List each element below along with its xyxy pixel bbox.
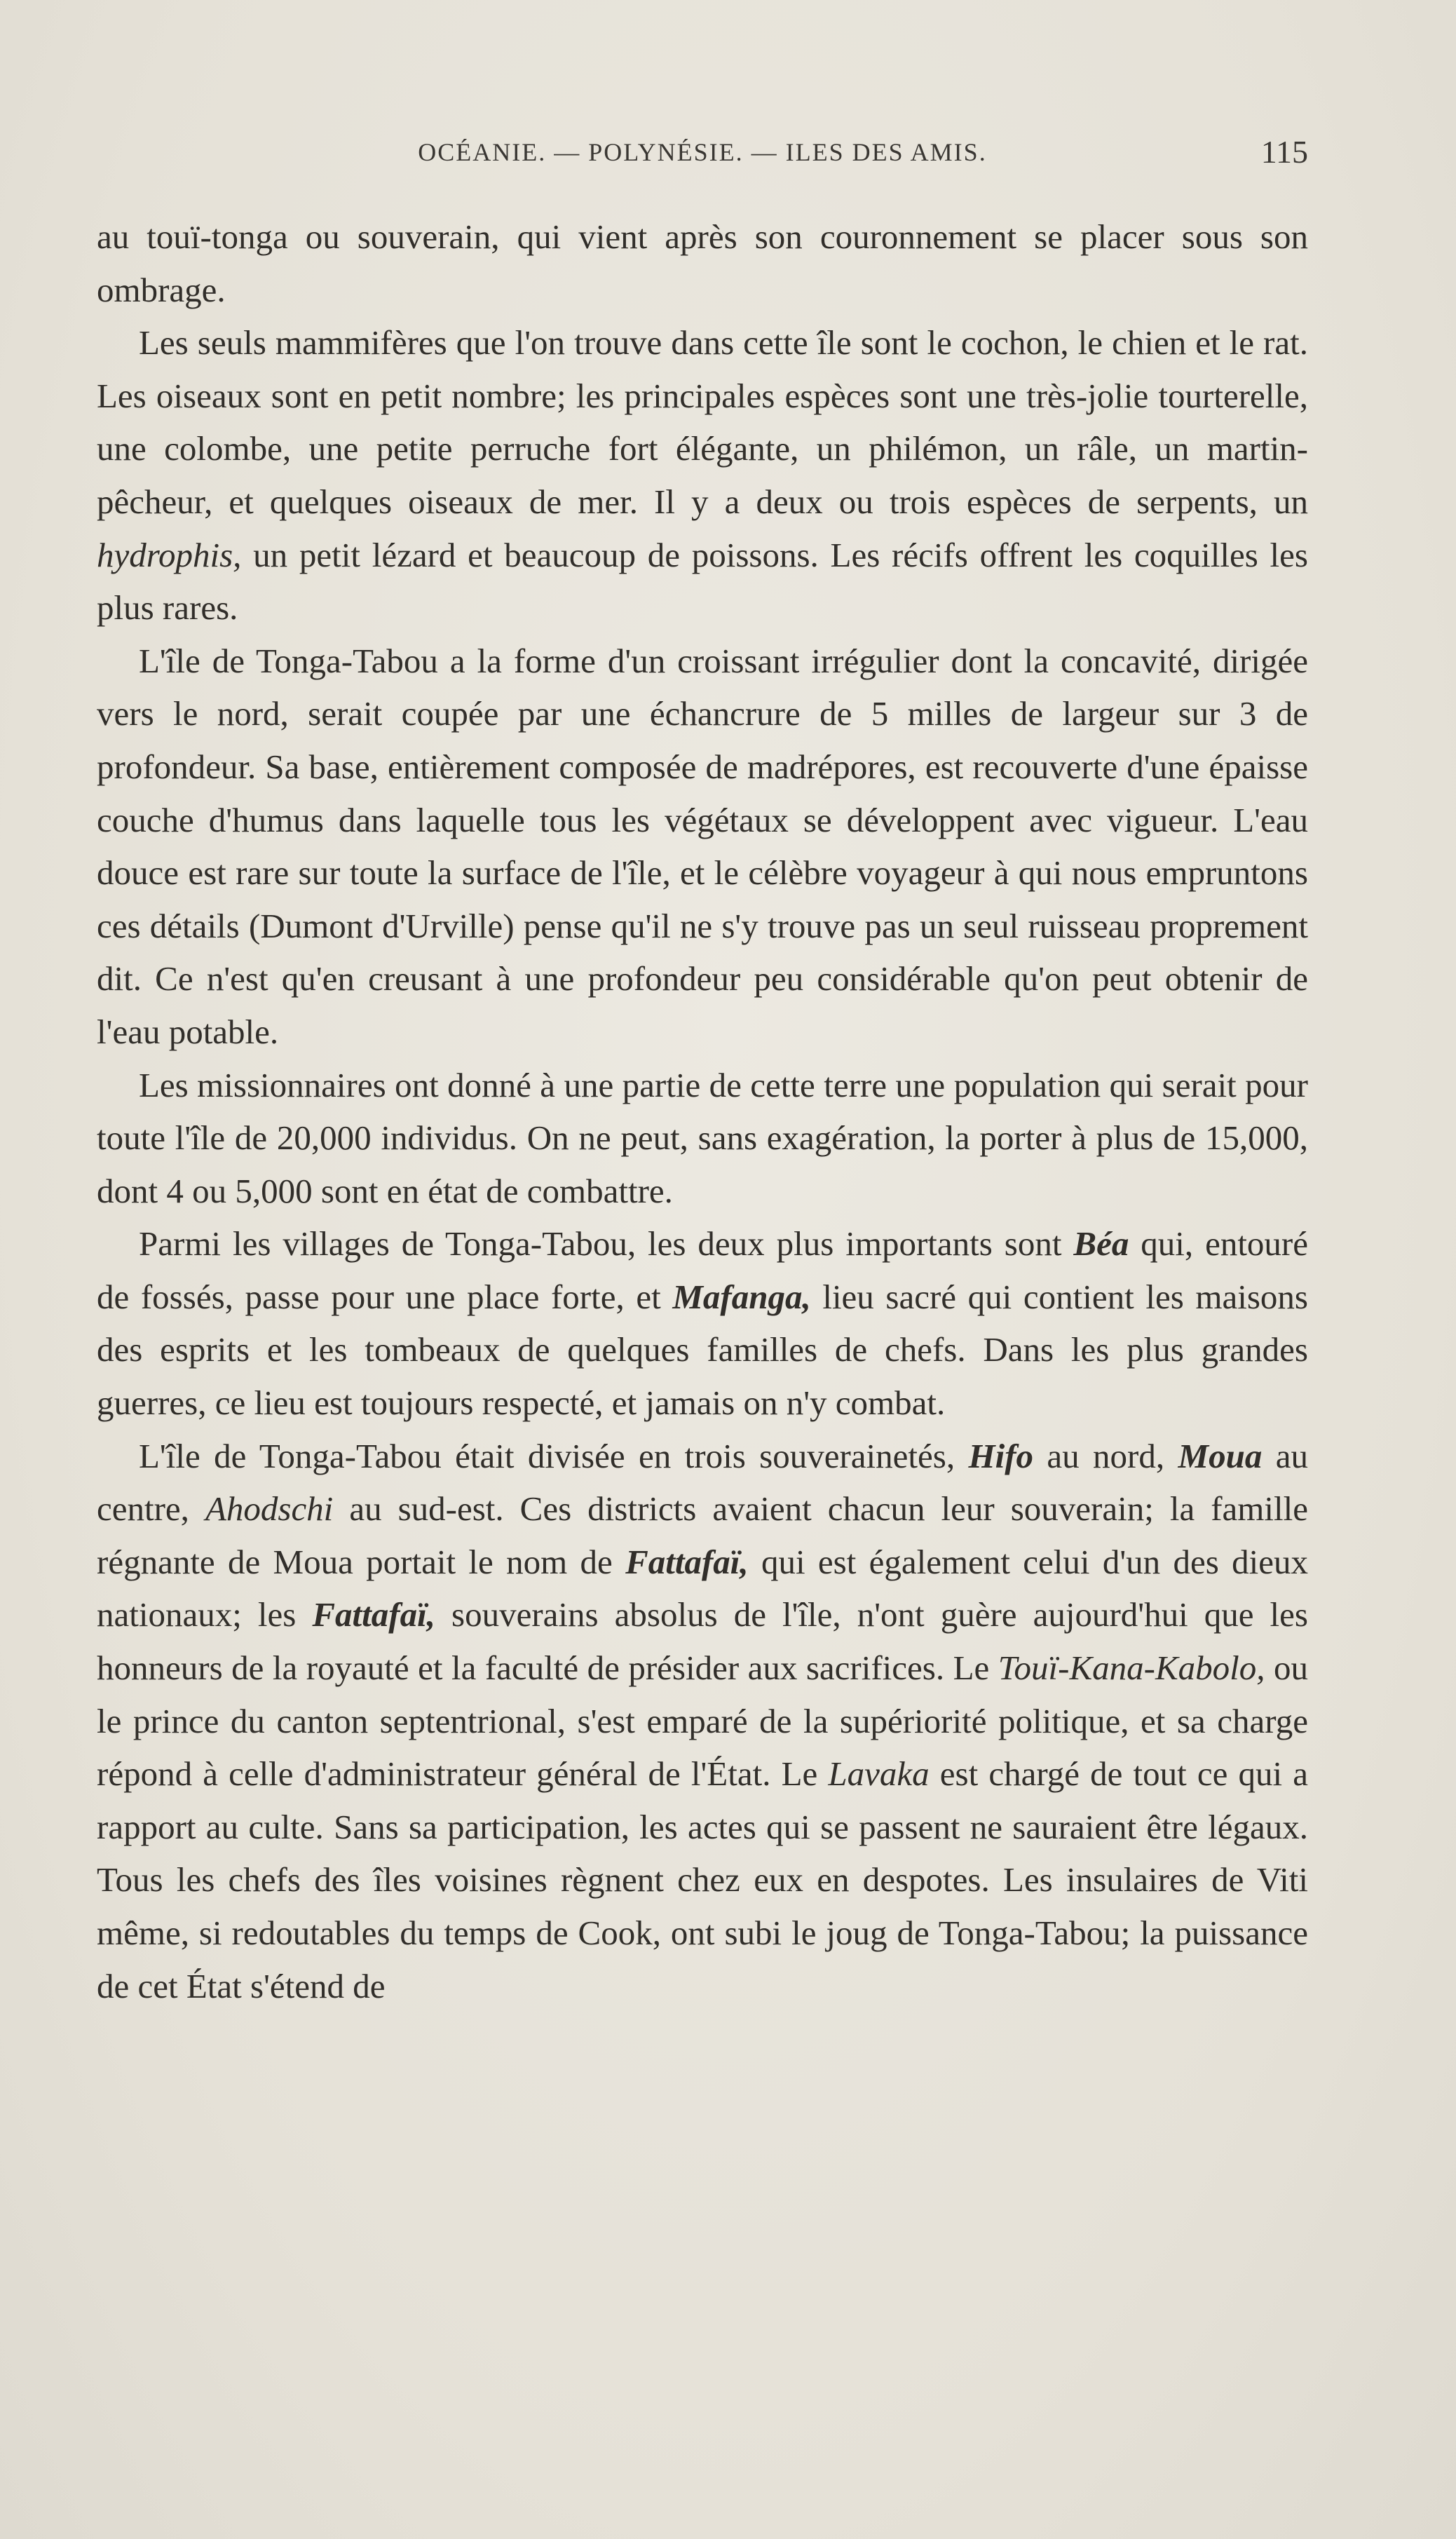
text-run: souverains absolus de l'île, n'ont guère aujourd'hui que les honneurs de la royauté et la faculté de présider aux sacrifices. Le bbox=[97, 1595, 1308, 1688]
text-run: un petit lézard et beaucoup de poissons. Les récifs offrent les coquilles les plus rares. bbox=[97, 535, 1308, 628]
paragraph bbox=[97, 316, 1308, 635]
emphasized-term: Ahodschi bbox=[205, 1489, 334, 1529]
emphasized-term: Hifo bbox=[968, 1436, 1034, 1475]
emphasized-term: Mafanga, bbox=[672, 1277, 811, 1316]
text-run: L'île de Tonga-Tabou a la forme d'un croissant irrégulier dont la concavité, dirigée vers le nord, serait coupée par une échancrure de 5 milles de largeur sur 3 de profondeur. Sa base, entièrement composée de madrépores, est recouverte d'une épaisse couche d'humus dans laquelle tous les végétaux se développent avec vigueur. L'eau douce est rare sur toute la surface de l'île, et le célèbre voyageur à qui nous empruntons ces détails (Dumont d'Urville) pense qu'il ne s'y trouve pas un seul ruisseau proprement dit. Ce n'est qu'en creusant à une profondeur peu considérable qu'on peut obtenir de l'eau potable. bbox=[97, 641, 1308, 1051]
page-number: 115 bbox=[1260, 134, 1308, 170]
text-run: qui est également celui d'un des dieux nationaux; les bbox=[97, 1542, 1308, 1634]
text-run: ou le prince du canton septentrional, s'est emparé de la supériorité politique, et sa charge répond à celle d'administrateur général de l'État. Le bbox=[97, 1648, 1308, 1794]
paragraph bbox=[97, 210, 1308, 316]
emphasized-term: Touï-Kana-Kabolo, bbox=[998, 1648, 1265, 1688]
body-text bbox=[97, 210, 1308, 2012]
emphasized-term: Fattafaï, bbox=[312, 1595, 435, 1634]
text-run: Les missionnaires ont donné à une partie de cette terre une population qui serait pour toute l'île de 20,000 individus. On ne peut, sans exagération, la porter à plus de 15,000, dont 4 ou 5,000 sont en état de combattre. bbox=[97, 1065, 1308, 1210]
paragraph bbox=[97, 635, 1308, 1059]
text-run: au touï-tonga ou souverain, qui vient après son couronnement se placer sous son ombrage. bbox=[97, 217, 1308, 309]
emphasized-term: Moua bbox=[1178, 1436, 1263, 1475]
text-run: au sud-est. Ces districts avaient chacun leur souverain; la famille régnante de Moua portait le nom de bbox=[97, 1489, 1308, 1581]
paragraph bbox=[97, 1059, 1308, 1218]
text-run: au centre, bbox=[97, 1436, 1308, 1529]
text-run: est chargé de tout ce qui a rapport au culte. Sans sa participation, les actes qui se passent ne sauraient être légaux. Tous les chefs des îles voisines règnent chez eux en despotes. Les insulaires de Viti même, si redoutables du temps de Cook, ont subi le joug de Tonga-Tabou; la puissance de cet État s'étend de bbox=[97, 1754, 1308, 2005]
paragraph bbox=[97, 1430, 1308, 2013]
text-run: au nord, bbox=[1033, 1436, 1178, 1475]
text-run: Les seuls mammifères que l'on trouve dans cette île sont le cochon, le chien et le rat. Les oiseaux sont en petit nombre; les principales espèces sont une très-jolie tourterelle, une colombe, une petite perruche fort élégante, un philémon, un râle, un martin-pêcheur, et quelques oiseaux de mer. Il y a deux ou trois espèces de serpents, un bbox=[97, 323, 1308, 521]
emphasized-term: Fattafaï, bbox=[625, 1542, 749, 1581]
text-run: qui, entouré de fossés, passe pour une place forte, et bbox=[97, 1224, 1309, 1316]
emphasized-term: hydrophis, bbox=[97, 535, 242, 574]
text-run: Parmi les villages de Tonga-Tabou, les deux plus importants sont bbox=[139, 1224, 1074, 1264]
page-header bbox=[97, 134, 1308, 180]
emphasized-term: Lavaka bbox=[828, 1754, 930, 1794]
paragraph bbox=[97, 1217, 1308, 1429]
running-title: OCÉANIE. — POLYNÉSIE. — ILES DES AMIS. bbox=[418, 138, 987, 166]
text-run: L'île de Tonga-Tabou était divisée en trois souverainetés, bbox=[139, 1436, 969, 1475]
emphasized-term: Béa bbox=[1073, 1224, 1129, 1264]
text-run: lieu sacré qui contient les maisons des esprits et les tombeaux de quelques familles de chefs. Dans les plus grandes guerres, ce lieu est toujours respecté, et jamais on n'y combat. bbox=[97, 1277, 1308, 1423]
